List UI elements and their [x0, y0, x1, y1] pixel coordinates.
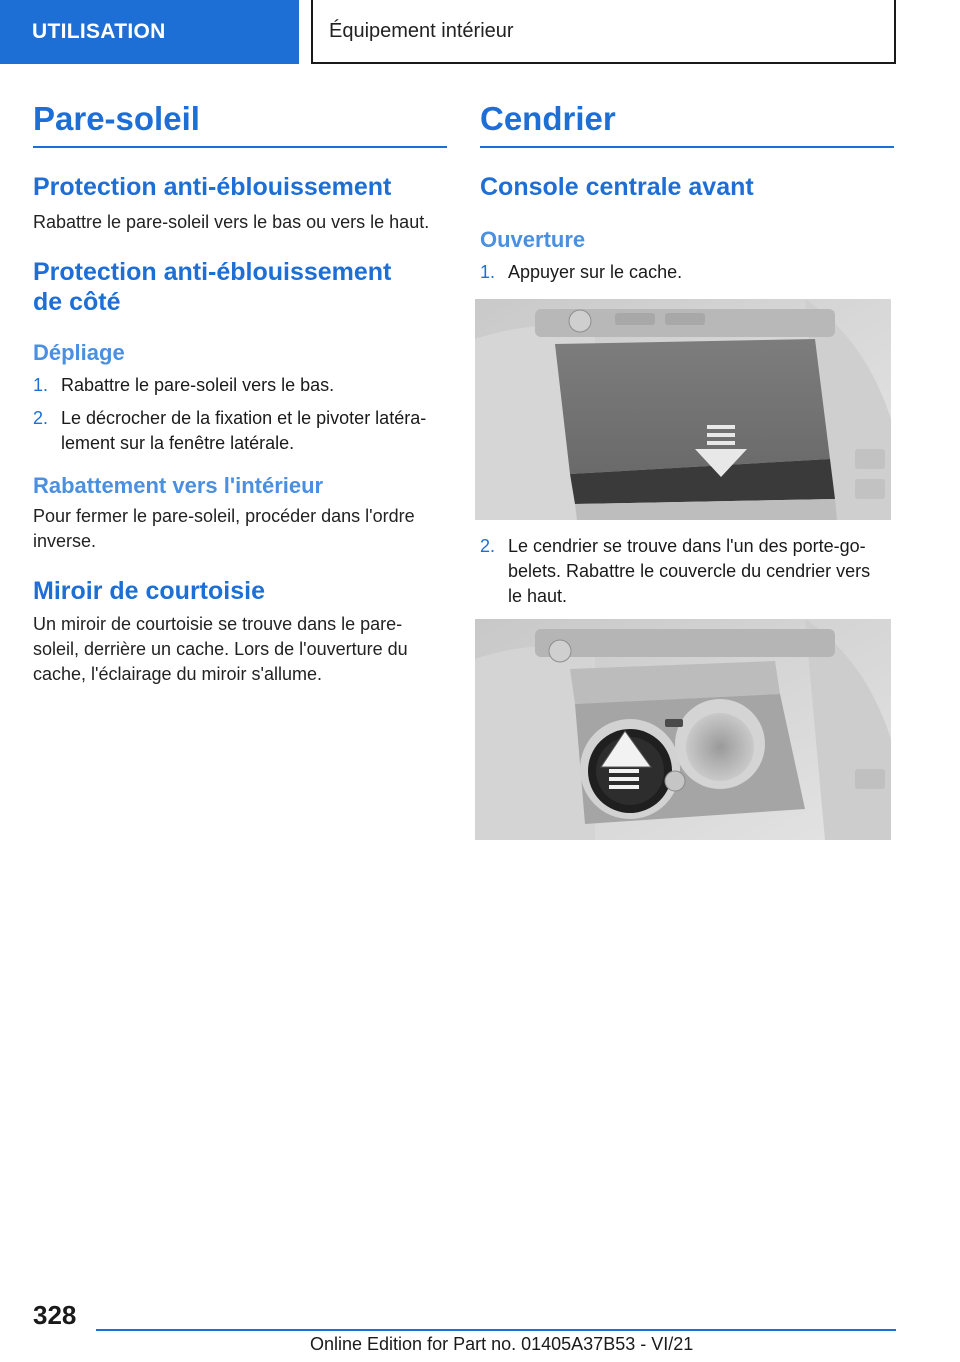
list-item: [33, 373, 447, 398]
heading-side-glare-protection: [33, 257, 447, 317]
heading-folding-inward: Rabattement vers l'intérieur: [33, 473, 324, 498]
glare-text: Rabattre le pare-soleil vers le bas ou vers le haut.: [33, 212, 430, 232]
fold-text: [33, 504, 447, 554]
text-line: inverse.: [33, 531, 97, 551]
chapter-title: Équipement intérieur: [311, 0, 896, 64]
edition-info: Online Edition for Part no. 01405A37B53 - VI/21: [310, 1334, 694, 1354]
heading-unfolding: Dépliage: [33, 340, 125, 365]
list-item: [480, 260, 894, 285]
footer-divider: [96, 1329, 896, 1331]
step-text: Appuyer sur le cache.: [508, 262, 683, 282]
step-number: 2.: [33, 408, 49, 428]
ashtray-illustration: [475, 619, 891, 840]
console-cover-illustration: [475, 299, 891, 520]
right-column: [480, 100, 894, 840]
step-number: 2.: [480, 536, 496, 556]
heading-front-center-console: Console centrale avant: [480, 173, 754, 201]
step-number: 1.: [480, 262, 496, 282]
step-text: le haut.: [508, 586, 568, 606]
ashtray-cupholder-photo: [475, 619, 891, 840]
step-text: Le décrocher de la fixation et le pivoter latéra-: [61, 408, 427, 428]
heading-line: de côté: [33, 288, 121, 316]
list-item: [480, 534, 894, 609]
step-text: lement sur la fenêtre latérale.: [61, 433, 295, 453]
open-steps-continued: [480, 534, 894, 609]
heading-vanity-mirror: Miroir de courtoisie: [33, 577, 265, 605]
left-column: [33, 100, 447, 687]
text-line: Un miroir de courtoisie se trouve dans le pare-: [33, 614, 403, 634]
page-number: 328: [33, 1300, 77, 1330]
section-title-sun-visor: Pare-soleil: [33, 100, 447, 148]
section-tab: UTILISATION: [0, 0, 299, 64]
mirror-text: [33, 612, 447, 687]
step-number: 1.: [33, 375, 49, 395]
step-text: Rabattre le pare-soleil vers le bas.: [61, 375, 335, 395]
text-line: cache, l'éclairage du miroir s'allume.: [33, 664, 322, 684]
step-text: belets. Rabattre le couvercle du cendrier vers: [508, 561, 871, 581]
text-line: Pour fermer le pare-soleil, procéder dans l'ordre: [33, 506, 415, 526]
heading-glare-protection: Protection anti-éblouissement: [33, 173, 392, 201]
section-title-ashtray: Cendrier: [480, 100, 894, 148]
console-cover-photo: [475, 299, 891, 520]
heading-line: Protection anti-éblouissement: [33, 258, 392, 286]
step-text: Le cendrier se trouve dans l'un des porte-go-: [508, 536, 866, 556]
unfold-steps: [33, 373, 447, 456]
list-item: [33, 406, 447, 456]
heading-opening: Ouverture: [480, 227, 586, 252]
text-line: soleil, derrière un cache. Lors de l'ouverture du: [33, 639, 408, 659]
open-steps: [480, 260, 894, 285]
